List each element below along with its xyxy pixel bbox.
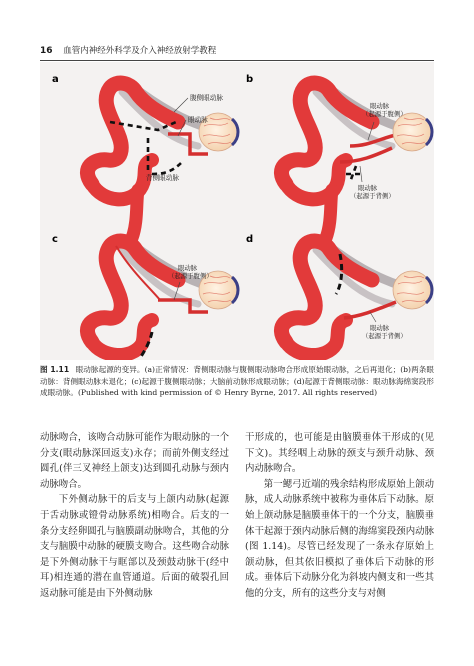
caption-label: 图 1.11 [40, 365, 70, 374]
label-ophthalmic-ventral-c: 眼动脉（起源于腹侧） [168, 264, 213, 280]
label-dorsal-ophthalmic: 背侧眼动脉 [146, 174, 179, 182]
panel-d [246, 234, 432, 355]
body-column-right [245, 430, 434, 602]
panel-letter-c: c [52, 234, 58, 245]
panel-letter-b: b [246, 74, 254, 85]
paragraph: 下外侧动脉干的后支与上颌内动脉(起源于舌动脉或镫骨动脉系统)相吻合。后支的一条分支经卵圆孔与脑膜副动脉吻合，其他的分支与脑膜中动脉的硬膜支吻合。这些吻合动脉是下外侧动脉干与眶部以及颈鼓动脉干(经中耳)相连通的潜在血管通道。后面的破裂孔回返动脉可能是由下外侧动脉 [40, 494, 229, 599]
label-ophthalmic-dorsal-b: 眼动脉（起源于背侧） [350, 184, 395, 200]
caption-text: 眼动脉起源的变异。(a)正常情况：背侧眼动脉与腹侧眼动脉吻合形成原始眼动脉，之后再退化；(b)两条眼动脉：背侧眼动脉未退化；(c)起源于腹侧眼动脉；大脑前动脉形成眼动脉；(d)起源于背侧眼动脉：眼动脉海绵窦段形成眼动脉。(Published with kind permission of © Henry Byrne, 2017. All rights reserved) [40, 365, 434, 398]
label-ventral-ophthalmic: 腹侧眼动脉 [190, 94, 223, 102]
running-header [40, 44, 434, 58]
panel-b [246, 74, 432, 238]
paragraph: 第一鳃弓近端的残余结构形成原始上颌动脉，成人动脉系统中被称为垂体后下动脉。原始上颌动脉是脑膜垂体干的一个分支，脑膜垂体干起源于颈内动脉后侧的海绵窦段颈内动脉(图 1.14)。尽管已经发现了一条永存原始上颌动脉，但其依旧模拟了垂体后下动脉的形成。垂体后下动脉分化为斜坡内侧支和一些其他的分支，所有的这些分支与对侧 [245, 478, 434, 599]
book-title: 血管内神经外科学及介入神经放射学教程 [63, 46, 217, 56]
panel-letter-d: d [246, 234, 254, 245]
panel-letter-a: a [52, 74, 59, 85]
header-rule [40, 60, 434, 61]
label-ophthalmic-dorsal-d: 眼动脉（起源于背侧） [362, 324, 407, 340]
body-column-left [40, 430, 229, 602]
paragraph: 干形成的，也可能是由脑膜垂体干形成的(见下文)。其经咽上动脉的颈支与颈升动脉、颈内动脉吻合。 [245, 432, 434, 475]
label-ophthalmic-a: 眼动脉 [188, 116, 208, 124]
page-number: 16 [40, 46, 53, 56]
panel-a [52, 74, 238, 238]
figure-1-11 [40, 62, 434, 360]
paragraph: 动脉吻合，该吻合动脉可能作为眼动脉的一个分支(眼动脉深回返支)永存；而前外侧支经过圆孔(伴三叉神经上颌支)达到圆孔动脉与颈内动脉吻合。 [40, 432, 229, 490]
figure-caption [40, 364, 434, 399]
panel-c [52, 234, 238, 358]
label-ophthalmic-ventral-b: 眼动脉（起源于腹侧） [362, 102, 407, 118]
figure-illustration [40, 62, 434, 360]
